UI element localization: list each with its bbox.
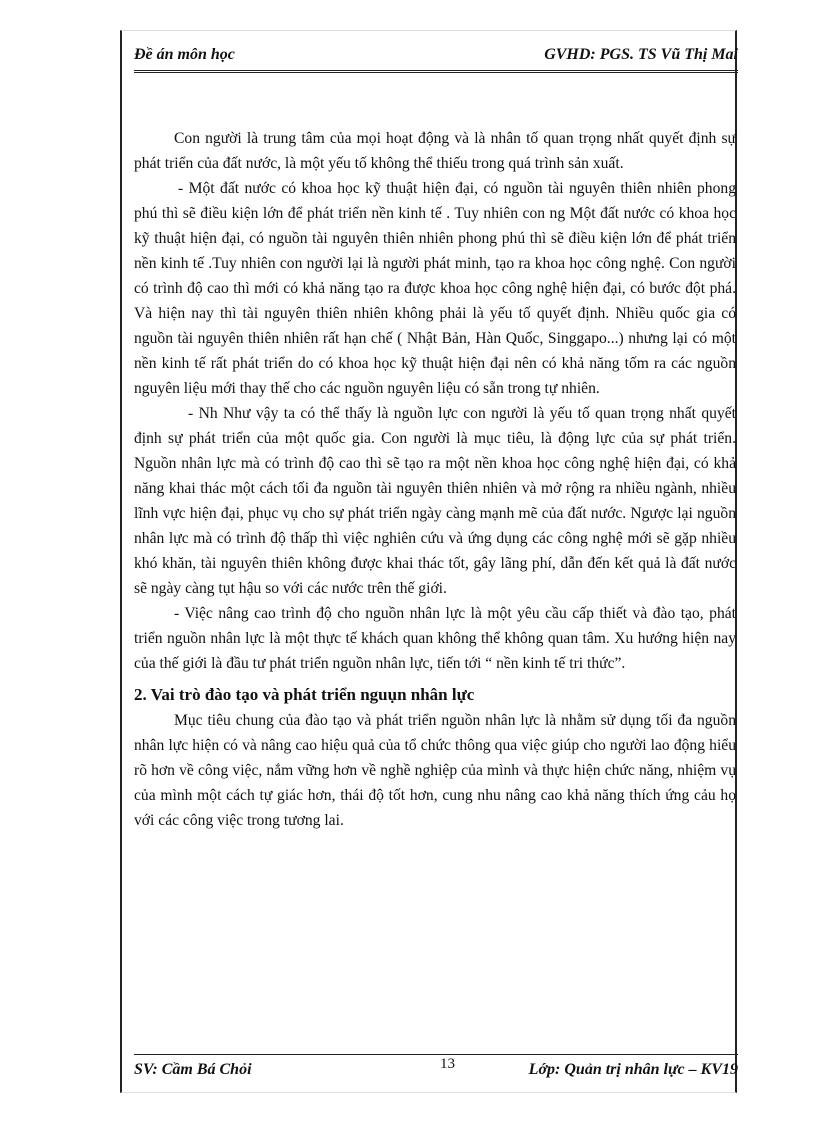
page-footer	[134, 1054, 738, 1081]
footer-student-name: SV: Cầm Bá Chỏi	[134, 1061, 252, 1078]
header-course-title: Đề án môn học	[134, 46, 235, 63]
section-heading: 2. Vai trò đào tạo và phát triển nguụn nhân lực	[134, 685, 475, 704]
page-header	[134, 44, 738, 73]
page-number: 13	[440, 1056, 455, 1072]
footer-class: Lớp: Quản trị nhân lực – KV19	[528, 1061, 738, 1078]
paragraph-3: - Nh Như vậy ta có thể thấy là nguồn lực con người là yếu tố quan trọng nhất quyết định sự phát triển của một quốc gia. Con người là mục tiêu, là động lực của sự phát triển. Nguồn nhân lực mà có trình độ cao thì sẽ tạo ra một nền khoa học công nghệ hiện đại, có khả năng khai thác một cách tối đa nguồn tài nguyên thiên nhiên và mở rộng ra nhiều ngành, nhiều lĩnh vực hiện đại, phục vụ cho sự phát triển ngày càng mạnh mẽ của đất nước. Ngược lại nguồn nhân lực mà có trình độ thấp thì việc nghiên cứu và ứng dụng các công nghệ mới sẽ gặp nhiều khó khăn, tài nguyên thiên không được khai thác tốt, gây lãng phí, dẫn đến kết quả là đất nước sẽ ngày càng tụt hậu so với các nước trên thế giới.	[134, 405, 736, 597]
paragraph-2: - Một đất nước có khoa học kỹ thuật hiện đại, có nguồn tài nguyên thiên nhiên phong phú thì sẽ điều kiện lớn để phát triển nền kinh tế . Tuy nhiên con ng Một đất nước có khoa học kỹ thuật hiện đại, có nguồn tài nguyên thiên nhiên phong phú thì sẽ điều kiện lớn để phát triển nền kinh tế .Tuy nhiên con người lại là người phát minh, tạo ra khoa học công nghệ. Con người có trình độ cao thì mới có khả năng tạo ra được khoa học công nghệ hiện đại, có bước đột phá. Và hiện nay thì tài nguyên thiên nhiên không phải là yếu tố quyết định. Nhiều quốc gia có nguồn tài nguyên thiên nhiên rất hạn chế ( Nhật Bản, Hàn Quốc, Singgapo...) nhưng lại có một nền kinh tế rất phát triển do có khoa học kỹ thuật hiện đại nên có khả năng tốm ra các nguồn nguyên liệu mới thay thế cho các nguồn nguyên liệu có sẵn trong tự nhiên.	[134, 180, 736, 397]
document-body	[134, 126, 736, 833]
paragraph-5: Mục tiêu chung của đào tạo và phát triển nguồn nhân lực là nhằm sử dụng tối đa nguồn nhân lực hiện có và nâng cao hiệu quả của tổ chức thông qua việc giúp cho người lao động hiểu rõ hơn về công việc, nắm vững hơn về nghề nghiệp của mình và thực hiện chức năng, nhiệm vụ của mình một cách tự giác hơn, thái độ tốt hơn, cung nhu nâng cao khả năng thích ứng cảu họ với các công việc trong tương lai.	[134, 712, 736, 829]
paragraph-4: - Việc nâng cao trình độ cho nguồn nhân lực là một yêu cầu cấp thiết và đào tạo, phát triển nguồn nhân lực là một thực tế khách quan không thể không quan tâm. Xu hướng hiện nay của thế giới là đầu tư phát triển nguồn nhân lực, tiến tới “ nền kinh tế tri thức”.	[134, 605, 736, 672]
header-supervisor: GVHD: PGS. TS Vũ Thị Mai	[544, 46, 738, 63]
paragraph-1: Con người là trung tâm của mọi hoạt động và là nhân tố quan trọng nhất quyết định sự phát triển của đất nước, là một yếu tố không thể thiếu trong quá trình sản xuất.	[134, 130, 736, 172]
